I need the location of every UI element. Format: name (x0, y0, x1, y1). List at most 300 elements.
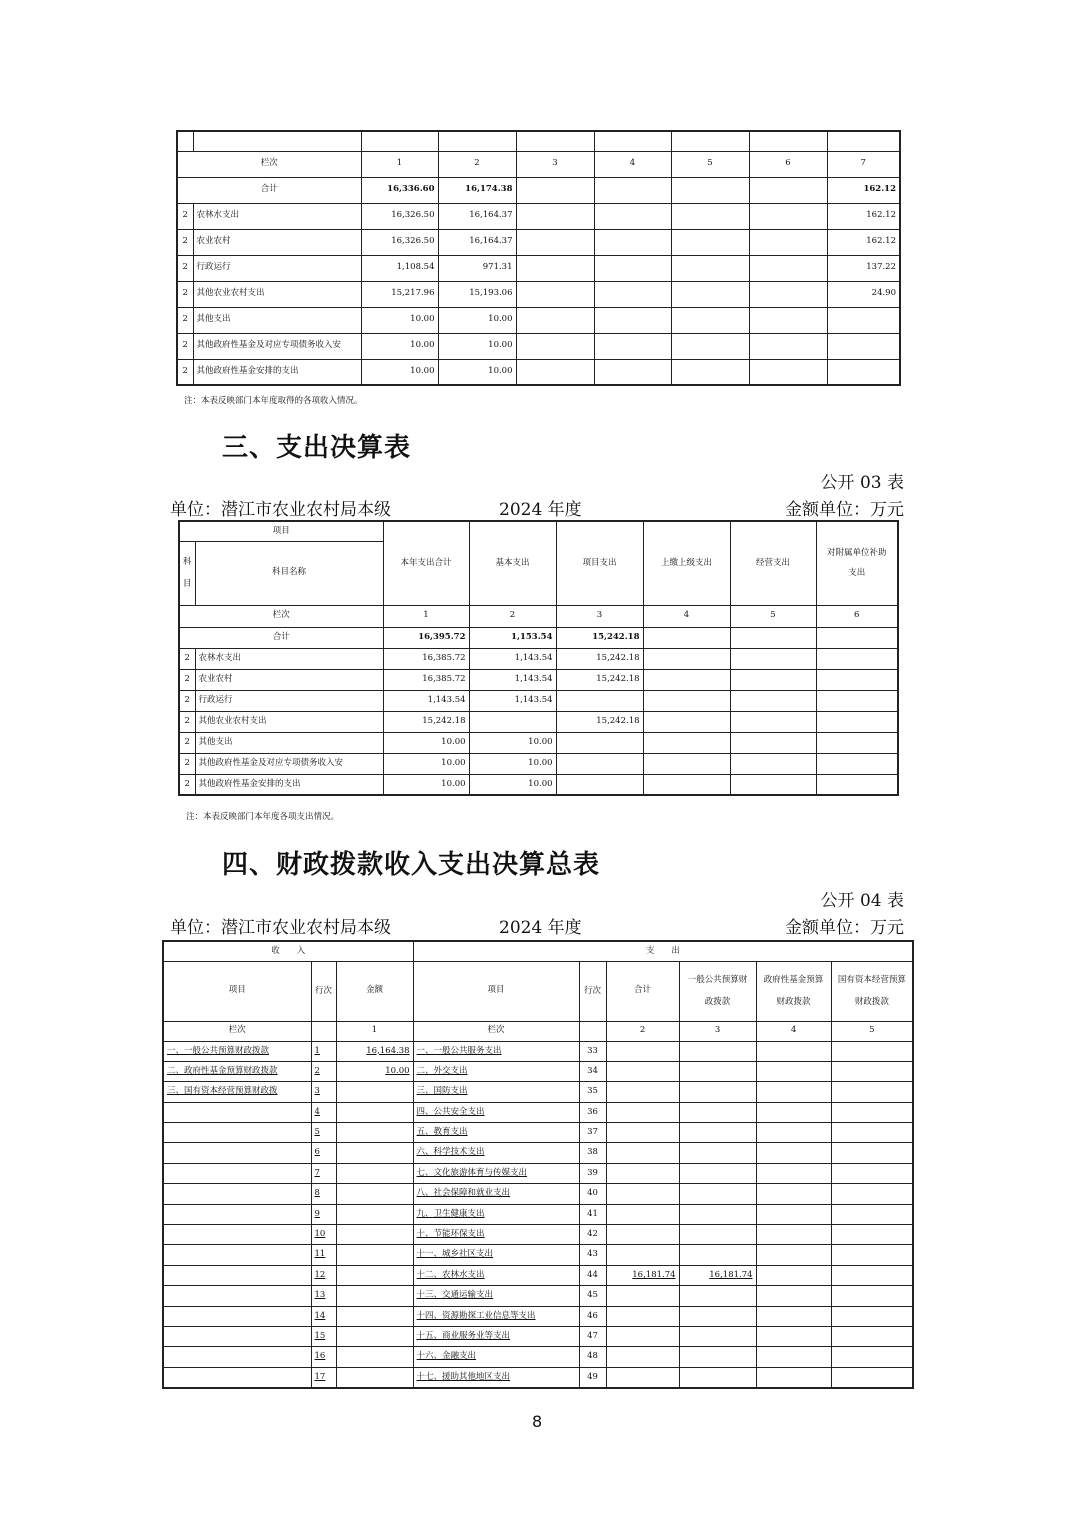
row-name: 农林水支出 (193, 203, 361, 229)
expense-value (756, 1204, 831, 1224)
expense-value (756, 1347, 831, 1367)
income-item (163, 1265, 311, 1285)
row-value (643, 711, 730, 732)
row-value: 10.00 (438, 359, 516, 385)
row-value: 10.00 (383, 774, 469, 795)
table-row (163, 1245, 913, 1265)
row-name: 其他农业农村支出 (195, 711, 383, 732)
expense-item: 三、国防支出 (413, 1082, 579, 1102)
row-value: 15,193.06 (438, 281, 516, 307)
section4-unit: 单位：潜江市农业农村局本级 (170, 918, 391, 938)
row-value (556, 732, 643, 753)
total-value (671, 177, 749, 203)
expense-value (756, 1123, 831, 1143)
income-rowno: 4 (311, 1102, 336, 1122)
income-amount (336, 1347, 413, 1367)
row-value (643, 669, 730, 690)
table-row (177, 255, 900, 281)
table-row (163, 1326, 913, 1346)
total-label: 合计 (177, 177, 361, 203)
table-row (163, 1347, 913, 1367)
expense-table (178, 520, 899, 796)
row-level: 2 (179, 732, 195, 753)
row-level: 2 (177, 359, 193, 385)
col-number: 1 (336, 1021, 413, 1041)
row-value (816, 732, 898, 753)
expense-value (831, 1245, 913, 1265)
header-subsidy: 对附属单位补助支出 (816, 521, 898, 605)
header-remit: 上缴上级支出 (643, 521, 730, 605)
row-value (816, 669, 898, 690)
expense-value (679, 1245, 756, 1265)
row-value: 16,385.72 (383, 669, 469, 690)
row-value (671, 307, 749, 333)
expense-value (606, 1184, 679, 1204)
expense-item: 十二、农林水支出 (413, 1265, 579, 1285)
row-level: 2 (177, 229, 193, 255)
col-number: 3 (516, 151, 594, 177)
table-row (179, 648, 898, 669)
income-amount (336, 1306, 413, 1326)
row-value (556, 774, 643, 795)
income-rowno: 5 (311, 1123, 336, 1143)
table-row (179, 774, 898, 795)
income-amount (336, 1286, 413, 1306)
expense-value (831, 1347, 913, 1367)
row-value (730, 690, 816, 711)
total-value: 16,336.60 (361, 177, 438, 203)
income-amount (336, 1326, 413, 1346)
table-row (163, 1082, 913, 1102)
row-value: 1,143.54 (383, 690, 469, 711)
total-value (730, 627, 816, 648)
section3-heading: 三、支出决算表 (222, 433, 412, 463)
income-amount: 16,164.38 (336, 1041, 413, 1061)
total-value (516, 177, 594, 203)
section3-year: 2024 年度 (499, 500, 582, 520)
income-amount (336, 1184, 413, 1204)
expense-item: 八、社会保障和就业支出 (413, 1184, 579, 1204)
expense-value (831, 1102, 913, 1122)
expense-value (831, 1082, 913, 1102)
row-value (749, 281, 827, 307)
row-value (643, 732, 730, 753)
income-amount (336, 1265, 413, 1285)
section4-year: 2024 年度 (499, 918, 582, 938)
row-label: 栏次 (179, 605, 383, 627)
col-number: 4 (594, 151, 671, 177)
total-value: 1,153.54 (469, 627, 556, 648)
expense-rowno: 39 (579, 1163, 606, 1183)
row-value (516, 307, 594, 333)
expense-rowno: 42 (579, 1225, 606, 1245)
row-value (643, 753, 730, 774)
expense-value (679, 1347, 756, 1367)
expense-rowno: 47 (579, 1326, 606, 1346)
row-value (730, 774, 816, 795)
expense-rowno: 43 (579, 1245, 606, 1265)
row-value (671, 359, 749, 385)
header-basic: 基本支出 (469, 521, 556, 605)
income-rowno: 9 (311, 1204, 336, 1224)
total-value (594, 177, 671, 203)
row-value (816, 774, 898, 795)
expense-value (831, 1143, 913, 1163)
row-value (516, 229, 594, 255)
income-amount (336, 1123, 413, 1143)
row-value (730, 753, 816, 774)
row-level: 2 (179, 711, 195, 732)
total-value (749, 177, 827, 203)
expense-value (831, 1123, 913, 1143)
row-value (671, 255, 749, 281)
table-row (163, 1286, 913, 1306)
expense-rowno: 36 (579, 1102, 606, 1122)
header-income-project: 项目 (163, 961, 311, 1021)
page-number: 8 (532, 1412, 543, 1431)
table-row (163, 1061, 913, 1081)
column-number-row (177, 151, 900, 177)
income-item (163, 1184, 311, 1204)
row-value (556, 690, 643, 711)
row-level: 2 (177, 307, 193, 333)
table2-note: 注：本表反映部门本年度取得的各项收入情况。 (184, 396, 363, 406)
expense-value (756, 1245, 831, 1265)
expense-item: 九、卫生健康支出 (413, 1204, 579, 1224)
expense-value (606, 1041, 679, 1061)
table-row (179, 753, 898, 774)
expense-value (831, 1265, 913, 1285)
row-value: 10.00 (383, 732, 469, 753)
col-number: 3 (556, 605, 643, 627)
row-value (594, 307, 671, 333)
section3-unit: 单位：潜江市农业农村局本级 (170, 500, 391, 520)
income-rowno: 14 (311, 1306, 336, 1326)
expense-rowno: 34 (579, 1061, 606, 1081)
row-name: 其他支出 (195, 732, 383, 753)
row-value: 1,143.54 (469, 690, 556, 711)
header-subject-char: 目 (183, 579, 192, 589)
income-amount (336, 1367, 413, 1387)
row-value: 16,164.37 (438, 229, 516, 255)
expense-value (606, 1245, 679, 1265)
row-value (730, 711, 816, 732)
row-name: 其他政府性基金安排的支出 (193, 359, 361, 385)
row-value: 16,326.50 (361, 229, 438, 255)
expense-value (679, 1163, 756, 1183)
income-rowno: 6 (311, 1143, 336, 1163)
column-number-row (179, 605, 898, 627)
table-row (163, 1265, 913, 1285)
expense-item: 十一、城乡社区支出 (413, 1245, 579, 1265)
income-item: 三、国有资本经营预算财政拨 (163, 1082, 311, 1102)
total-row (177, 177, 900, 203)
row-value: 15,242.18 (556, 711, 643, 732)
header-rowno: 行次 (311, 961, 336, 1021)
table3-note: 注：本表反映部门本年度各项支出情况。 (186, 812, 340, 822)
header-total: 合计 (606, 961, 679, 1021)
expense-value (606, 1286, 679, 1306)
row-value (827, 359, 900, 385)
col-number: 2 (469, 605, 556, 627)
income-amount (336, 1082, 413, 1102)
row-value: 10.00 (361, 333, 438, 359)
row-value: 10.00 (438, 333, 516, 359)
expense-value (831, 1225, 913, 1245)
total-value: 16,174.38 (438, 177, 516, 203)
expense-value: 16,181.74 (606, 1265, 679, 1285)
row-value: 162.12 (827, 203, 900, 229)
income-rowno: 1 (311, 1041, 336, 1061)
expense-header: 支 出 (413, 941, 913, 961)
row-value: 10.00 (469, 753, 556, 774)
income-item (163, 1163, 311, 1183)
col-number: 1 (361, 151, 438, 177)
table-row (163, 1123, 913, 1143)
table-row (163, 1225, 913, 1245)
row-value (749, 203, 827, 229)
row-value: 137.22 (827, 255, 900, 281)
row-value: 10.00 (469, 774, 556, 795)
expense-rowno: 33 (579, 1041, 606, 1061)
row-value (643, 774, 730, 795)
expense-value (831, 1061, 913, 1081)
expense-item: 二、外交支出 (413, 1061, 579, 1081)
expense-value (679, 1061, 756, 1081)
income-item: 一、一般公共预算财政拨款 (163, 1041, 311, 1061)
total-value (816, 627, 898, 648)
row-value (730, 669, 816, 690)
expense-value (756, 1265, 831, 1285)
header-rowno2: 行次 (579, 961, 606, 1021)
col-number: 5 (671, 151, 749, 177)
row-value: 15,242.18 (383, 711, 469, 732)
row-name: 行政运行 (193, 255, 361, 281)
section3-amount-unit: 金额单位：万元 (785, 500, 904, 520)
fiscal-appropriation-table (162, 940, 914, 1389)
expense-value (756, 1367, 831, 1387)
total-value: 16,395.72 (383, 627, 469, 648)
row-value (643, 690, 730, 711)
expense-value (831, 1204, 913, 1224)
income-rowno: 8 (311, 1184, 336, 1204)
income-item (163, 1245, 311, 1265)
row-level: 2 (177, 281, 193, 307)
row-value (594, 255, 671, 281)
table-row (163, 1143, 913, 1163)
row-name: 其他政府性基金及对应专项债务收入安 (193, 333, 361, 359)
expense-value (831, 1184, 913, 1204)
expense-value (831, 1286, 913, 1306)
row-name: 其他政府性基金安排的支出 (195, 774, 383, 795)
row-value: 10.00 (383, 753, 469, 774)
expense-value (606, 1163, 679, 1183)
table-row (177, 131, 900, 151)
row-value (556, 753, 643, 774)
expense-rowno: 46 (579, 1306, 606, 1326)
col-number: 1 (383, 605, 469, 627)
table-row (179, 690, 898, 711)
header-state-capital: 国有资本经营预算财政拨款 (831, 961, 913, 1021)
expense-value (606, 1225, 679, 1245)
row-value (749, 333, 827, 359)
income-item: 二、政府性基金预算财政拨款 (163, 1061, 311, 1081)
income-rowno: 16 (311, 1347, 336, 1367)
expense-value (756, 1102, 831, 1122)
header-project-exp: 项目支出 (556, 521, 643, 605)
row-value: 1,108.54 (361, 255, 438, 281)
table-row (177, 281, 900, 307)
row-value (671, 203, 749, 229)
table-row (179, 669, 898, 690)
income-rowno: 12 (311, 1265, 336, 1285)
col-number: 5 (730, 605, 816, 627)
total-value: 162.12 (827, 177, 900, 203)
income-amount (336, 1102, 413, 1122)
expense-value (679, 1225, 756, 1245)
expense-value (756, 1184, 831, 1204)
row-level: 2 (177, 203, 193, 229)
row-value (816, 648, 898, 669)
expense-value (679, 1286, 756, 1306)
income-item (163, 1326, 311, 1346)
col-number: 2 (438, 151, 516, 177)
col-number: 4 (643, 605, 730, 627)
table-row (163, 1102, 913, 1122)
expense-value (679, 1204, 756, 1224)
expense-value (606, 1123, 679, 1143)
header-row (163, 961, 913, 1021)
expense-item: 十四、资源勘探工业信息等支出 (413, 1306, 579, 1326)
total-row (179, 627, 898, 648)
row-value (749, 255, 827, 281)
expense-value (756, 1061, 831, 1081)
row-value (749, 307, 827, 333)
row-value (594, 333, 671, 359)
row-name: 农业农村 (193, 229, 361, 255)
row-level: 2 (179, 753, 195, 774)
income-rowno: 17 (311, 1367, 336, 1387)
expense-rowno: 48 (579, 1347, 606, 1367)
header-operating: 经营支出 (730, 521, 816, 605)
row-label: 栏次 (163, 1021, 311, 1041)
header-row (163, 941, 913, 961)
row-value (594, 229, 671, 255)
expense-rowno: 37 (579, 1123, 606, 1143)
total-value: 15,242.18 (556, 627, 643, 648)
expense-value (756, 1143, 831, 1163)
section4-amount-unit: 金额单位：万元 (785, 918, 904, 938)
row-name: 行政运行 (195, 690, 383, 711)
row-value (827, 333, 900, 359)
table-row (163, 1163, 913, 1183)
income-rowno: 3 (311, 1082, 336, 1102)
header-row (179, 521, 898, 541)
expense-value (831, 1306, 913, 1326)
expense-item: 五、教育支出 (413, 1123, 579, 1143)
expense-value (756, 1286, 831, 1306)
income-item (163, 1143, 311, 1163)
income-amount (336, 1204, 413, 1224)
row-value (730, 648, 816, 669)
income-table (176, 130, 901, 386)
row-value (816, 690, 898, 711)
column-number-row (163, 1021, 913, 1041)
expense-value (606, 1367, 679, 1387)
expense-value (831, 1367, 913, 1387)
expense-value (679, 1367, 756, 1387)
expense-rowno: 35 (579, 1082, 606, 1102)
expense-rowno: 40 (579, 1184, 606, 1204)
income-rowno: 2 (311, 1061, 336, 1081)
expense-value (831, 1163, 913, 1183)
row-value (671, 333, 749, 359)
expense-value (679, 1082, 756, 1102)
row-value (749, 359, 827, 385)
row-value (516, 255, 594, 281)
row-value: 15,217.96 (361, 281, 438, 307)
row-value: 10.00 (361, 307, 438, 333)
expense-value (679, 1123, 756, 1143)
row-value (749, 229, 827, 255)
income-item (163, 1367, 311, 1387)
row-value (816, 711, 898, 732)
expense-rowno: 45 (579, 1286, 606, 1306)
row-value: 16,164.37 (438, 203, 516, 229)
expense-item: 十六、金融支出 (413, 1347, 579, 1367)
expense-value (756, 1041, 831, 1061)
expense-item: 十七、援助其他地区支出 (413, 1367, 579, 1387)
row-level: 2 (179, 669, 195, 690)
header-subject-name: 科目名称 (195, 541, 383, 605)
expense-value (756, 1082, 831, 1102)
expense-value (606, 1306, 679, 1326)
income-rowno: 11 (311, 1245, 336, 1265)
header-total: 本年支出合计 (383, 521, 469, 605)
table-row (163, 1041, 913, 1061)
col-number: 7 (827, 151, 900, 177)
table-row (177, 359, 900, 385)
row-value: 16,385.72 (383, 648, 469, 669)
row-level: 2 (177, 333, 193, 359)
table-row (163, 1204, 913, 1224)
row-level: 2 (179, 774, 195, 795)
expense-item: 四、公共安全支出 (413, 1102, 579, 1122)
expense-item: 六、科学技术支出 (413, 1143, 579, 1163)
expense-value (831, 1041, 913, 1061)
expense-value (679, 1184, 756, 1204)
expense-value (606, 1082, 679, 1102)
row-value: 15,242.18 (556, 669, 643, 690)
expense-rowno: 41 (579, 1204, 606, 1224)
row-value (594, 359, 671, 385)
income-item (163, 1204, 311, 1224)
row-name: 农林水支出 (195, 648, 383, 669)
table-row (177, 307, 900, 333)
total-value (643, 627, 730, 648)
expense-rowno: 49 (579, 1367, 606, 1387)
row-value: 162.12 (827, 229, 900, 255)
income-amount (336, 1245, 413, 1265)
income-rowno: 13 (311, 1286, 336, 1306)
income-item (163, 1102, 311, 1122)
row-name: 其他支出 (193, 307, 361, 333)
row-level: 2 (179, 648, 195, 669)
col-number: 5 (831, 1021, 913, 1041)
income-item (163, 1306, 311, 1326)
expense-value (831, 1326, 913, 1346)
section4-heading: 四、财政拨款收入支出决算总表 (222, 850, 601, 880)
